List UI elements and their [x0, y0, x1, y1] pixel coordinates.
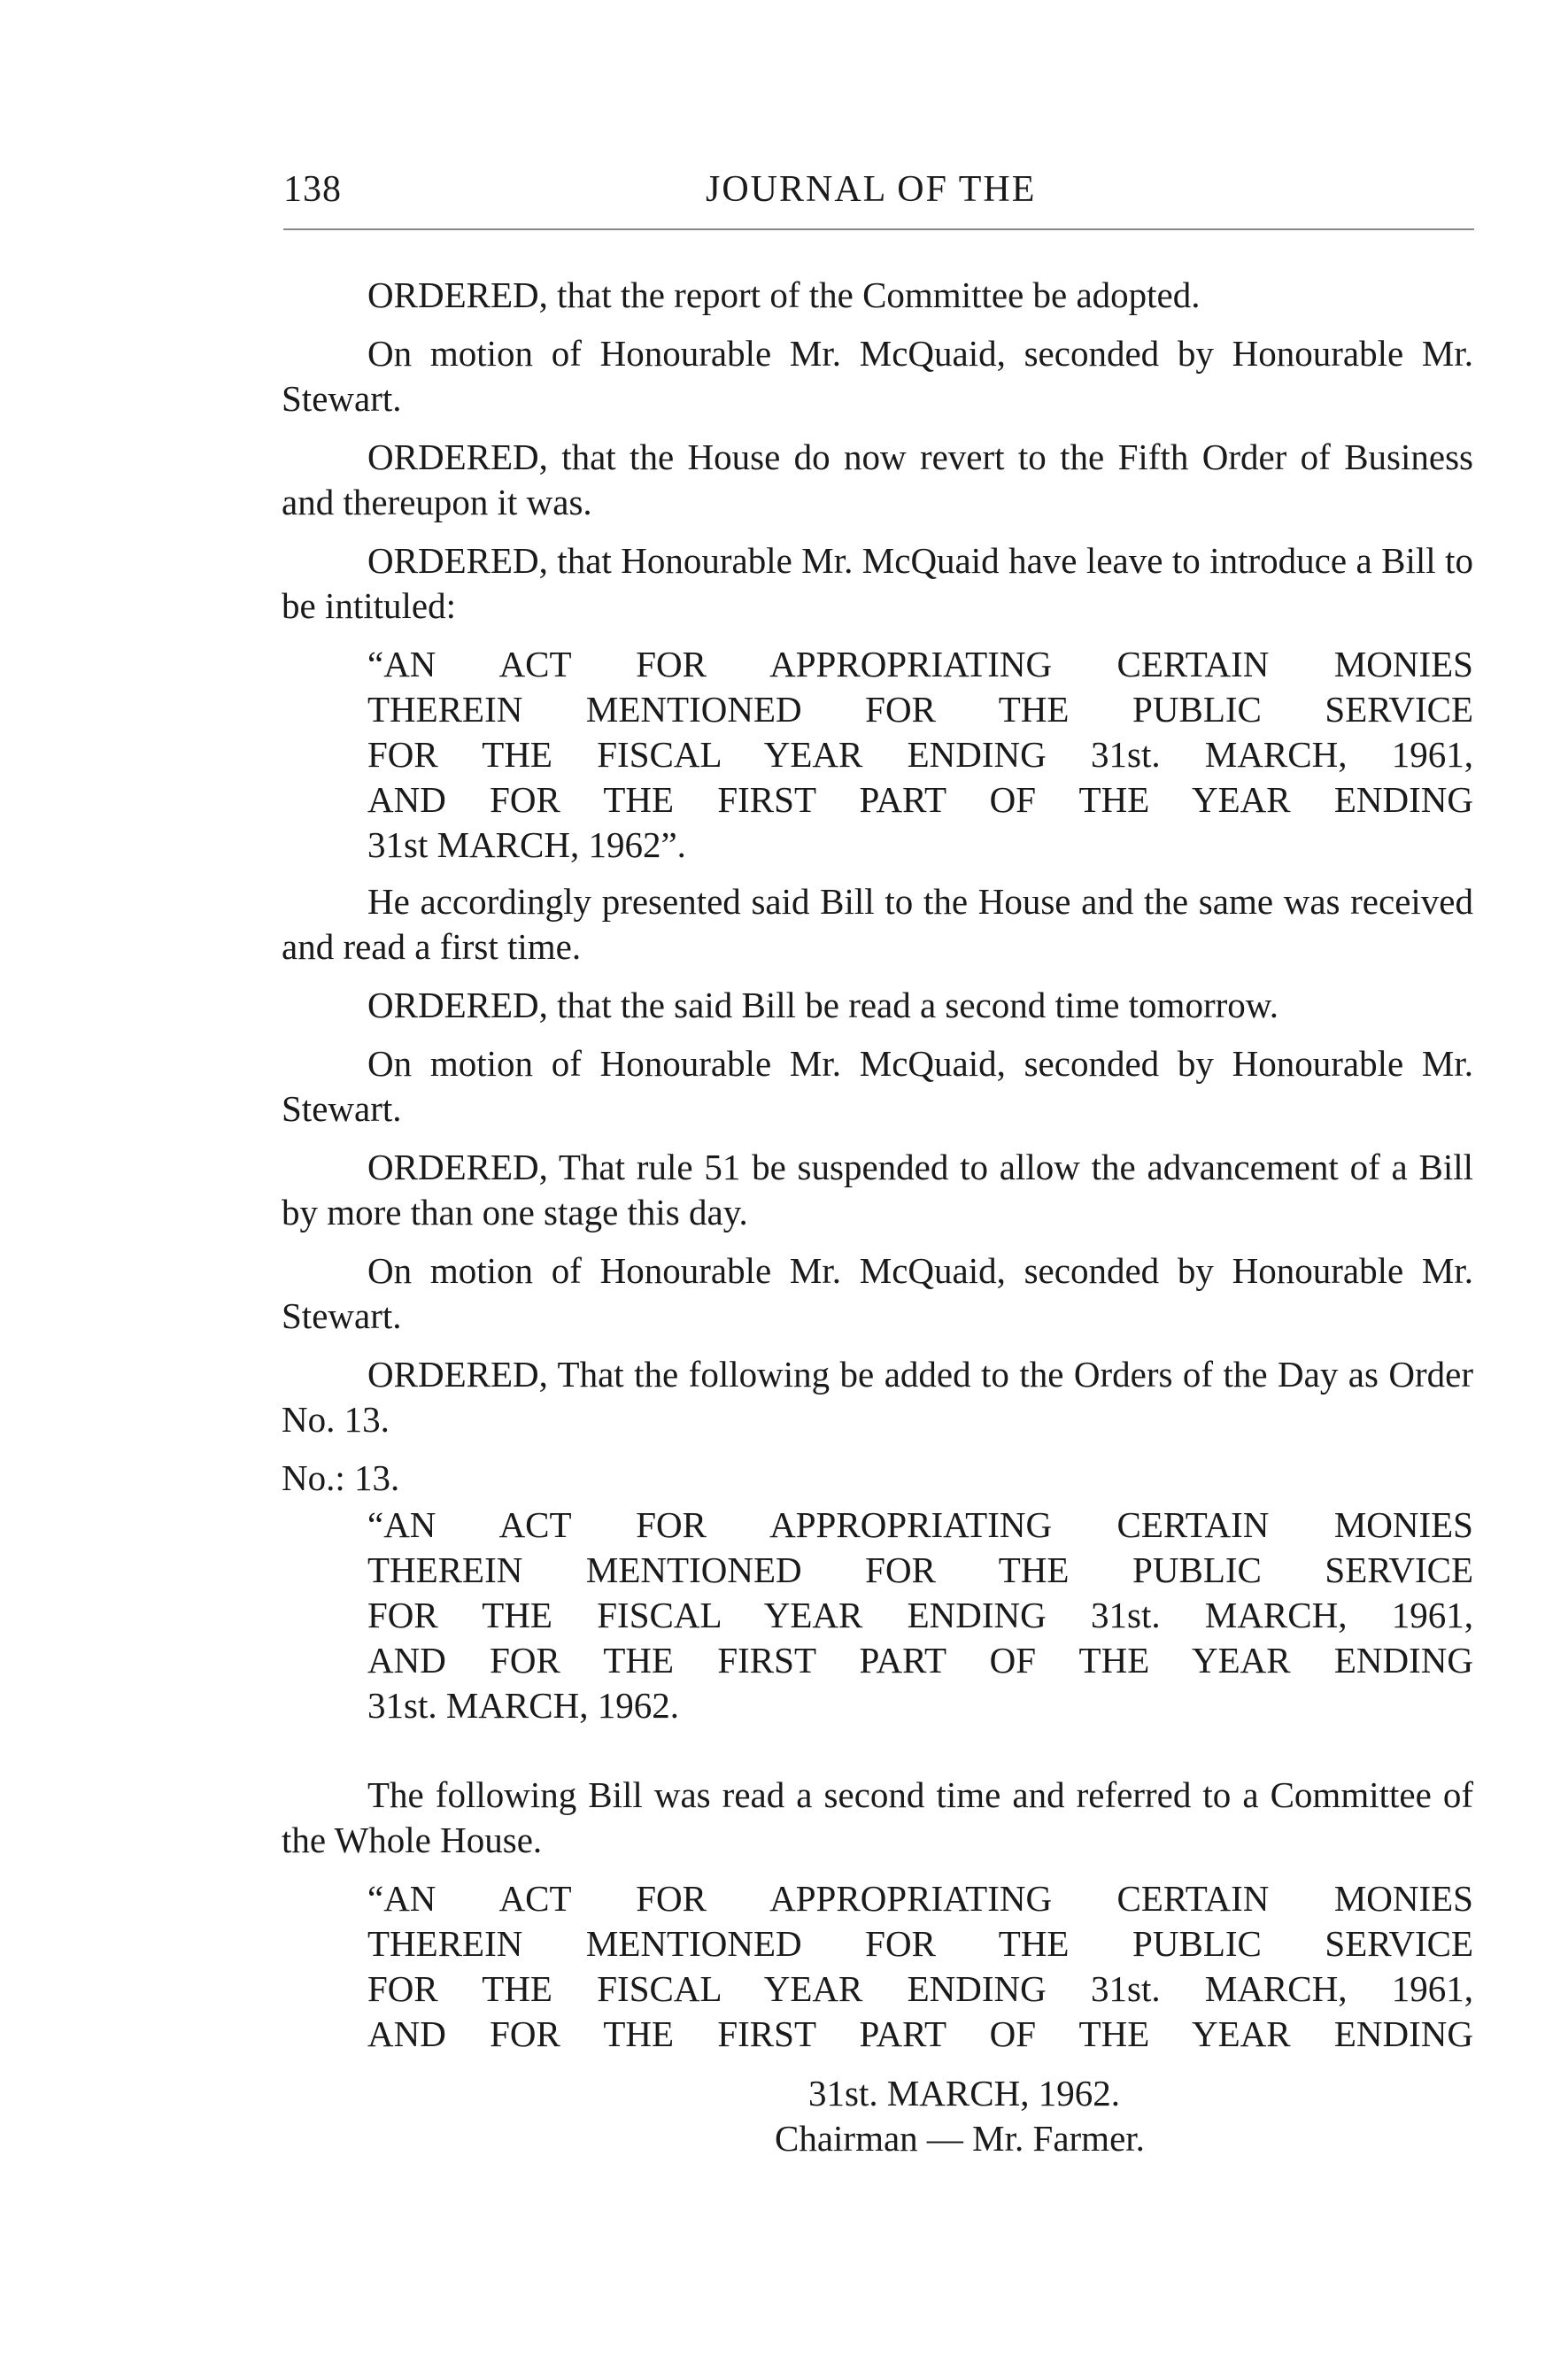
bill-title-line: FOR THE FISCAL YEAR ENDING 31st. MARCH, 1961,: [367, 734, 1473, 775]
bill-title-line: THEREIN MENTIONED FOR THE PUBLIC SERVICE: [367, 1549, 1473, 1590]
paragraph-rule-suspended: ORDERED, That rule 51 be suspended to allow the advancement of a Bill by more than one stage this day.: [282, 1147, 1473, 1232]
bill-title-line: THEREIN MENTIONED FOR THE PUBLIC SERVICE: [367, 689, 1473, 730]
paragraph-motion: On motion of Honourable Mr. McQuaid, seconded by Honourable Mr. Stewart.: [282, 1043, 1473, 1129]
paragraph-first-reading: He accordingly presented said Bill to the House and the same was received and read a first time.: [282, 881, 1473, 967]
paragraph-motion: On motion of Honourable Mr. McQuaid, seconded by Honourable Mr. Stewart.: [282, 333, 1473, 419]
running-title: JOURNAL OF THE: [706, 169, 1037, 210]
bill-title-line: “AN ACT FOR APPROPRIATING CERTAIN MONIES: [367, 1504, 1473, 1545]
bill-title-line: AND FOR THE FIRST PART OF THE YEAR ENDING: [367, 2013, 1473, 2054]
bill-title-line: 31st. MARCH, 1962.: [367, 1685, 679, 1726]
chairman-line: Chairman — Mr. Farmer.: [775, 2118, 1145, 2159]
paragraph-leave-to-introduce: ORDERED, that Honourable Mr. McQuaid have leave to introduce a Bill to be intituled:: [282, 540, 1473, 626]
bill-title-line: 31st MARCH, 1962”.: [367, 824, 686, 865]
bill-title-block: [367, 642, 1473, 868]
bill-title-block: [367, 1876, 1473, 2057]
bill-title-line: AND FOR THE FIRST PART OF THE YEAR ENDING: [367, 1640, 1473, 1681]
closing-date-line: 31st. MARCH, 1962.: [808, 2073, 1120, 2113]
bill-title-line: “AN ACT FOR APPROPRIATING CERTAIN MONIES: [367, 1878, 1473, 1919]
page-body: [282, 273, 1473, 2161]
paragraph-referred-committee: The following Bill was read a second time and referred to a Committee of the Whole House.: [282, 1774, 1473, 1860]
bill-title-block: [367, 1503, 1473, 1728]
paragraph-report-adopted: ORDERED, that the report of the Committee be adopted.: [367, 274, 1201, 315]
paragraph-orders-of-day: ORDERED, That the following be added to the Orders of the Day as Order No. 13.: [282, 1354, 1473, 1440]
header-rule: [283, 228, 1474, 230]
bill-title-line: THEREIN MENTIONED FOR THE PUBLIC SERVICE: [367, 1923, 1473, 1964]
bill-title-line: AND FOR THE FIRST PART OF THE YEAR ENDING: [367, 779, 1473, 820]
bill-title-line: FOR THE FISCAL YEAR ENDING 31st. MARCH, 1961,: [367, 1595, 1473, 1635]
page-header: [283, 168, 1470, 221]
paragraph-revert-order: ORDERED, that the House do now revert to the Fifth Order of Business and thereupon it was.: [282, 437, 1473, 522]
bill-title-line: FOR THE FISCAL YEAR ENDING 31st. MARCH, 1961,: [367, 1968, 1473, 2009]
closing-block: [282, 2071, 1473, 2161]
order-number: No.: 13.: [282, 1457, 400, 1498]
paragraph-motion: On motion of Honourable Mr. McQuaid, seconded by Honourable Mr. Stewart.: [282, 1250, 1473, 1336]
page-number: 138: [283, 169, 342, 210]
bill-title-line: “AN ACT FOR APPROPRIATING CERTAIN MONIES: [367, 644, 1473, 684]
paragraph-second-reading-order: ORDERED, that the said Bill be read a second time tomorrow.: [367, 985, 1278, 1025]
